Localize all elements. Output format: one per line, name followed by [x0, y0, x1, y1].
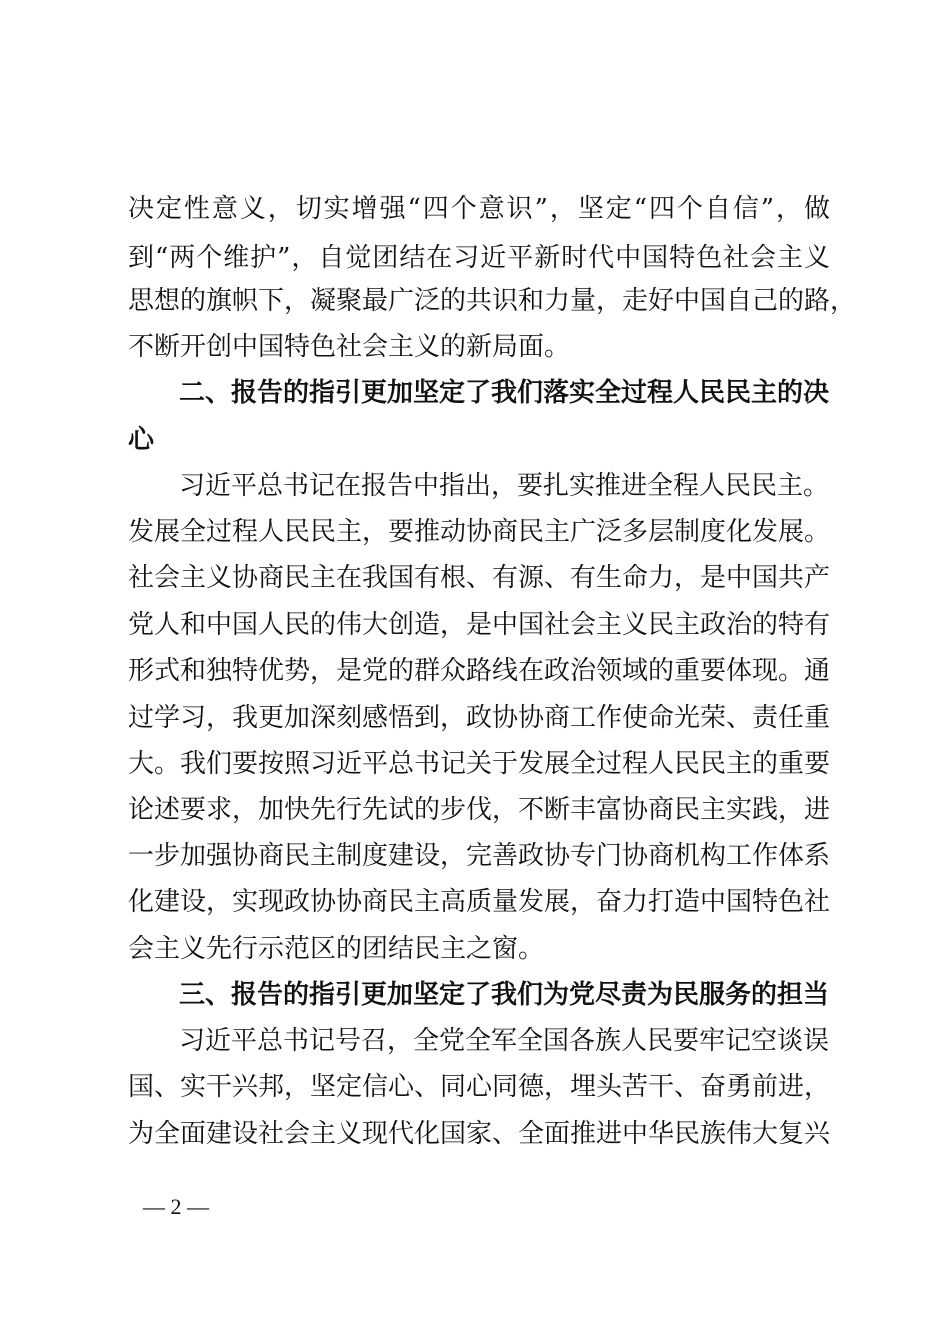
body-text-line: 国、实干兴邦，坚定信心、同心同德，埋头苦干、奋勇前进，	[128, 1072, 831, 1102]
body-text-line: 不断开创中国特色社会主义的新局面。	[128, 332, 571, 362]
body-text-line: 过学习，我更加深刻感悟到，政协协商工作使命光荣、责任重	[128, 703, 831, 733]
body-text-line: 思想的旗帜下，凝聚最广泛的共识和力量，走好中国自己的路，	[128, 286, 857, 316]
section-heading: 三、报告的指引更加坚定了我们为党尽责为民服务的担当	[179, 980, 830, 1010]
section-heading: 二、报告的指引更加坚定了我们落实全过程人民民主的决	[179, 378, 830, 408]
body-text-line: 习近平总书记号召，全党全军全国各族人民要牢记空谈误	[179, 1026, 830, 1056]
body-text-line: 决定性意义，切实增强“四个意识”，坚定“四个自信”，做	[128, 194, 830, 224]
section-heading: 心	[128, 425, 155, 455]
body-text-line: 一步加强协商民主制度建设，完善政协专门协商机构工作体系	[128, 841, 831, 871]
body-text-line: 化建设，实现政协协商民主高质量发展，奋力打造中国特色社	[128, 887, 831, 917]
body-text-line: 习近平总书记在报告中指出，要扎实推进全程人民民主。	[179, 471, 830, 501]
body-text-line: 形式和独特优势，是党的群众路线在政治领域的重要体现。通	[128, 656, 831, 686]
body-text-line: 会主义先行示范区的团结民主之窗。	[128, 934, 545, 964]
body-text-line: 为全面建设社会主义现代化国家、全面推进中华民族伟大复兴	[128, 1119, 831, 1149]
body-text-line: 论述要求，加快先行先试的步伐，不断丰富协商民主实践，进	[128, 795, 831, 825]
body-text-line: 发展全过程人民民主，要推动协商民主广泛多层制度化发展。	[128, 517, 831, 547]
page-number: — 2 —	[143, 1194, 209, 1219]
body-text-line: 党人和中国人民的伟大创造，是中国社会主义民主政治的特有	[128, 610, 831, 640]
body-text-line: 到“两个维护”，自觉团结在习近平新时代中国特色社会主义	[128, 243, 830, 273]
body-text-line: 大。我们要按照习近平总书记关于发展全过程人民民主的重要	[128, 749, 831, 779]
body-text-line: 社会主义协商民主在我国有根、有源、有生命力，是中国共产	[128, 563, 831, 593]
